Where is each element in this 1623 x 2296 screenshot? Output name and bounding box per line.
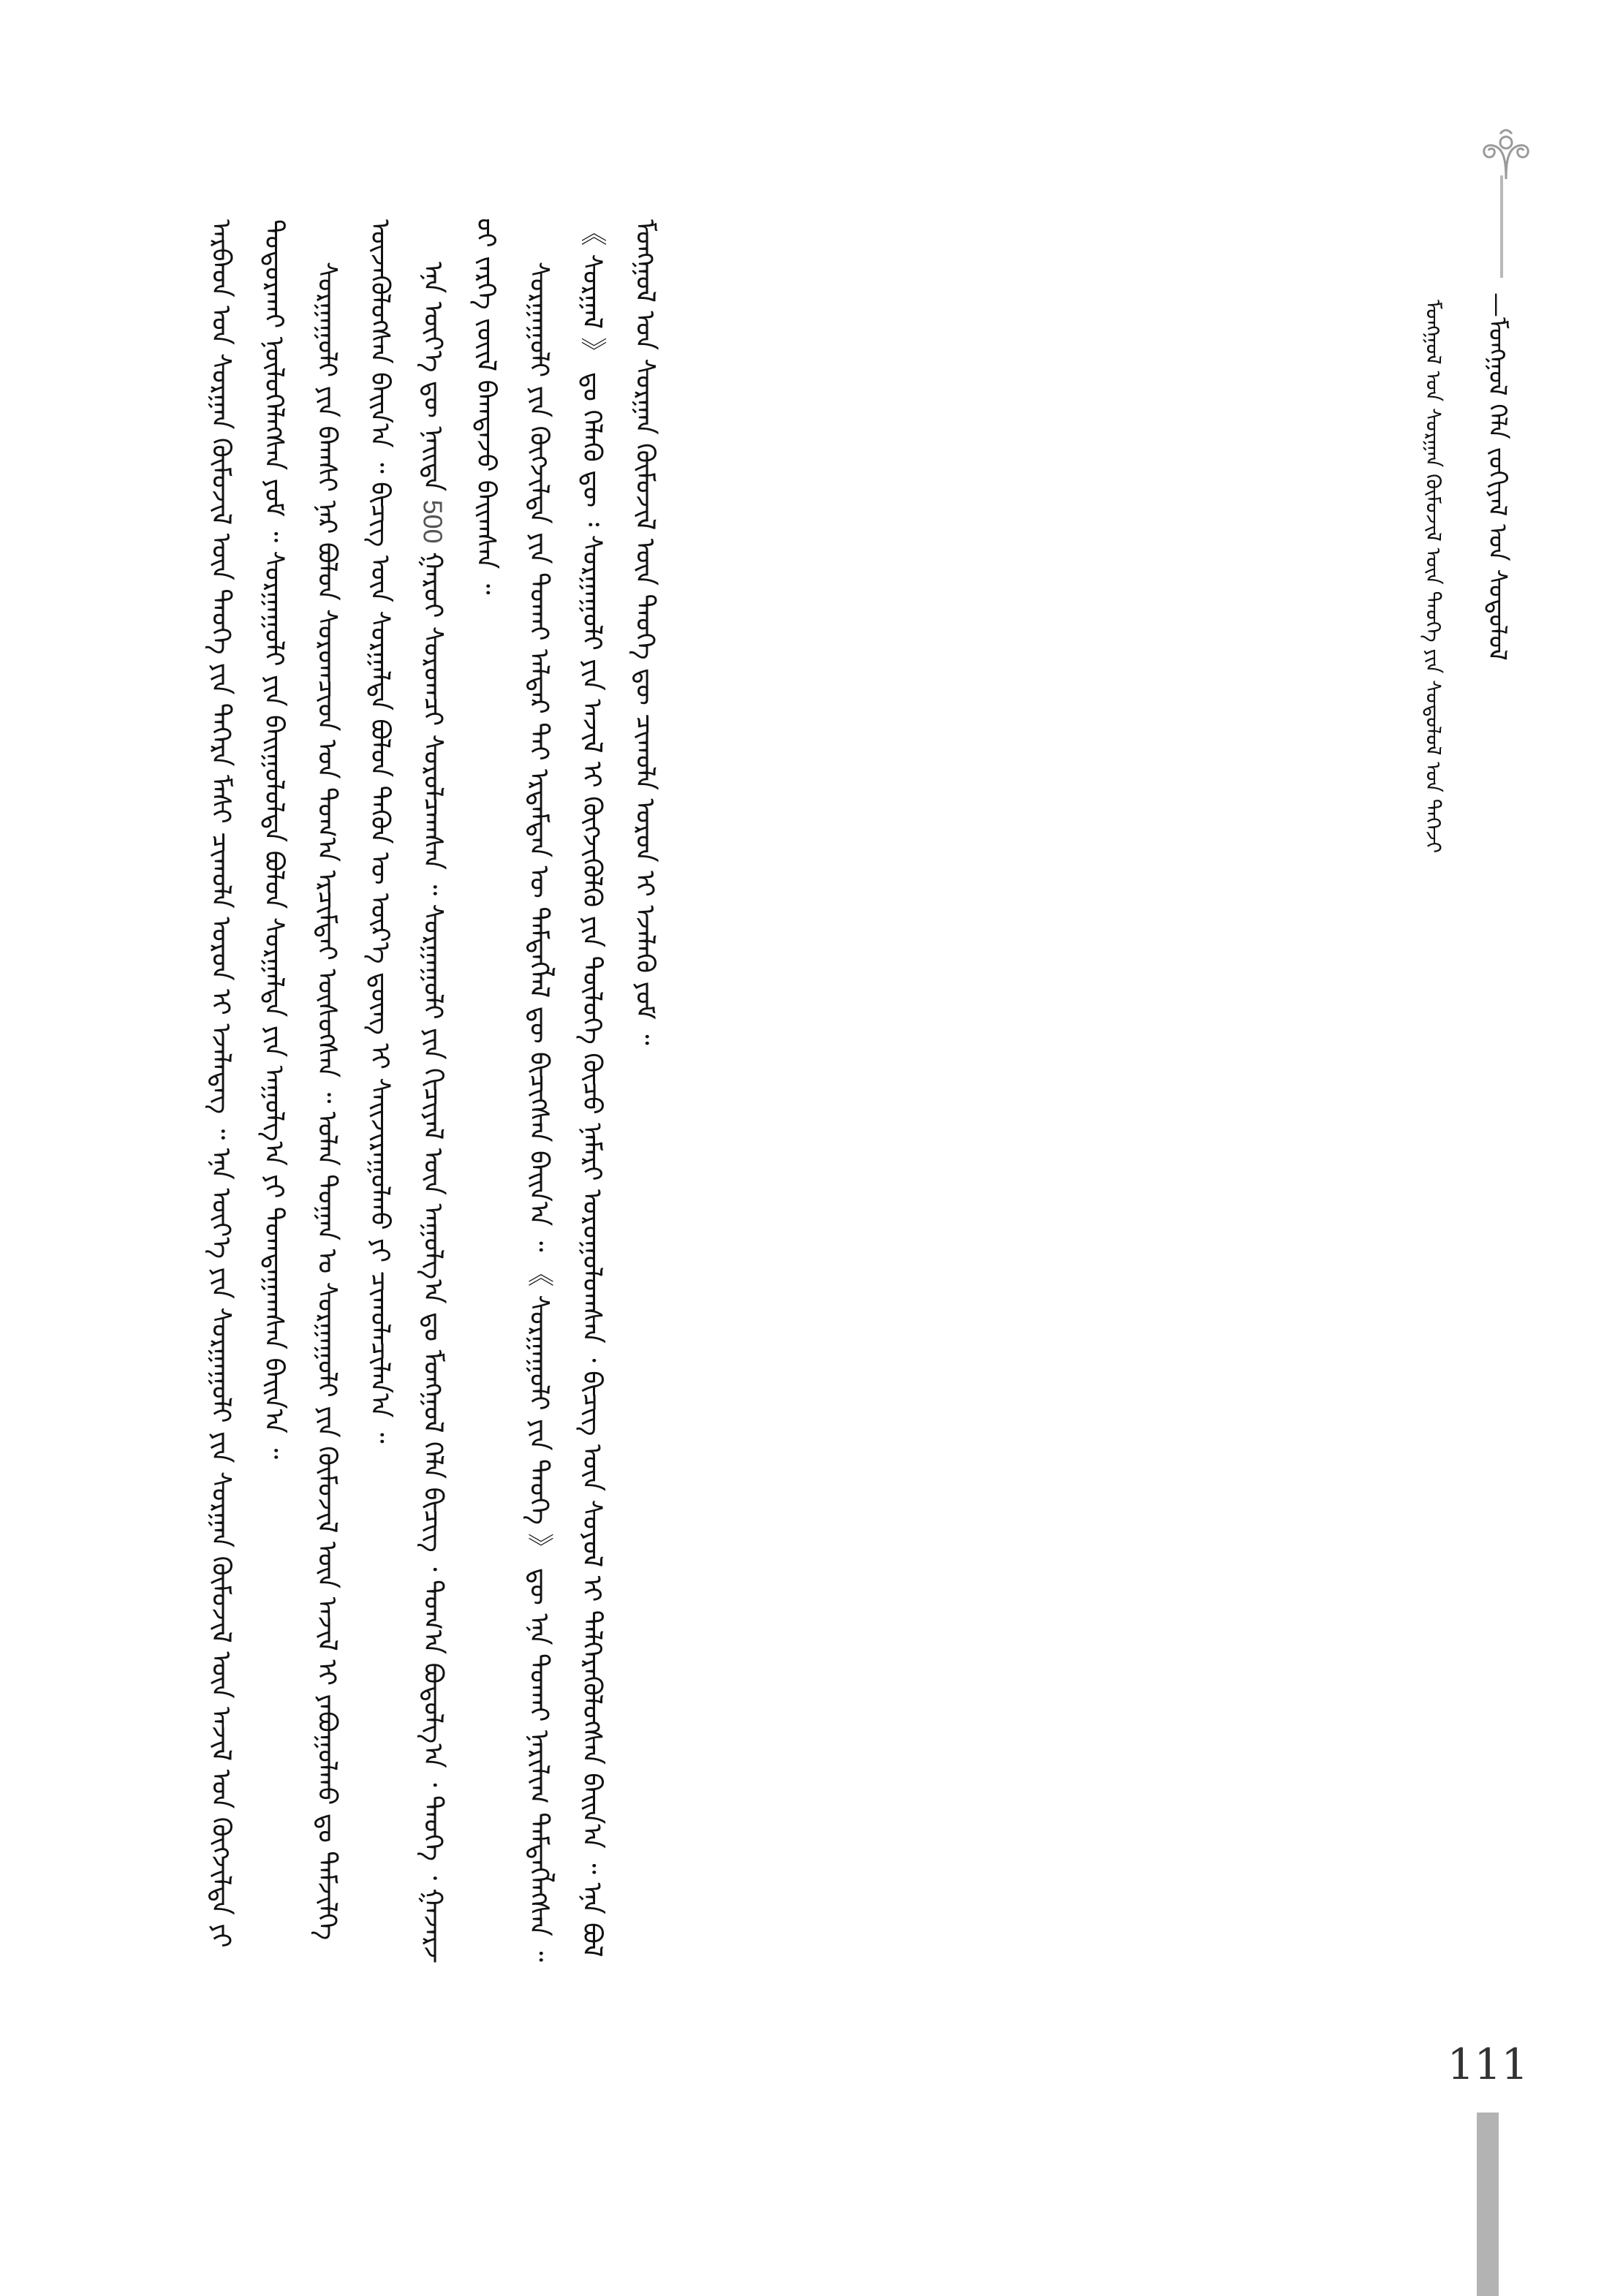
paragraph-text: ᠭᠠᠷᠤᠢ ᠰᠤᠷᠤᠭᠴᠢ ᠰᠤᠷᠤᠯᠴᠠᠭᠰᠠᠨ ᠃ ᠰᠤᠷᠭᠠᠭᠤᠯᠢ ᠶᠢᠨ ᠬᠢᠴᠢᠶᠡᠯ ᠦᠨ ᠠᠭᠤᠯᠭ᠎ᠠ ᠳᠤ ᠮᠣᠩᠭᠣᠯ ᠬᠡᠯᠡ ᠪᠢᠴᠢᠭ ᠂ ᠲᠣᠭ᠎ᠠ ᠪᠣᠳᠤᠯᠭ᠎ᠠ ᠂ ᠲᠡᠦᠬᠡ ᠂ ᠭᠠᠵᠠᠷᠵᠦᠢ ᠵᠡᠷᠭᠡ ᠵᠦᠢᠯ ᠪᠠᠭᠳᠠᠵᠤ ᠪᠠᠢᠭᠰᠠᠨ ᠃: [417, 219, 501, 1962]
paragraph: ᠰᠤᠷᠭᠠᠭᠤᠯᠢ ᠶᠢᠨ ᠪᠠᠭᠰᠢ ᠨᠠᠷ ᠪᠣᠯᠤᠨ ᠰᠤᠷᠤᠭᠴᠢᠳ ᠤᠨ ᠲᠣᠭ᠎ᠠ ᠡᠷᠴᠢᠮᠲᠡᠢ ᠥᠰᠦᠭᠰᠡᠨ ᠃ ᠣᠯᠠᠨ ᠲᠣᠭᠠᠨ ᠤ ᠰᠤᠷᠭᠠᠭᠤᠯᠢ ᠶᠢᠨ ᠬᠦᠮᠦᠵᠢᠯ ᠦᠨ ᠠᠵᠢᠯ ᠢ ᠶᠠᠪᠤᠭᠤᠯᠬᠤ ᠳᠤ ᠳᠡᠮᠵᠢᠯᠭᠡ ᠦᠵᠡᠭᠦᠯᠦᠭᠰᠡᠨ ᠪᠠᠢᠨ᠎ᠠ ᠃ ᠪᠢᠴᠢᠭ ᠦᠨ ᠰᠤᠷᠭᠠᠯᠲᠠ ᠪᠣᠯᠤᠨ ᠲᠡᠭᠦᠨ ᠦ ᠦᠷ᠎ᠡ ᠳ᠋ᠦᠩ ᠢ ᠰᠠᠢᠵᠢᠷᠠᠭᠤᠯᠬᠤ ᠶᠢ ᠴᠢᠬᠤᠯᠠᠴᠢᠯᠠᠨ᠎ᠠ ᠃: [311, 219, 395, 1940]
header-rule: [1500, 175, 1503, 278]
running-header: [1462, 292, 1512, 1023]
page-edge-tab: [1477, 2113, 1499, 2296]
paragraph: ᠰᠤᠷᠭᠠᠭᠤᠯᠢ ᠶᠢᠨ ᠬᠥᠭᠵᠢᠯᠲᠡ ᠶᠢᠨ ᠲᠤᠬᠠᠢ ᠠᠯᠳᠠᠷ ᠲᠠᠢ ᠡᠷᠳᠡᠮᠲᠡᠨ ᠦ ᠲᠡᠮᠳᠡᠭᠯᠡᠯ ᠳᠦ ᠪᠢᠴᠢᠭᠰᠡᠨ ᠪᠠᠢᠨ᠎ᠠ ᠃ 《 ᠰᠤᠷᠭᠠᠭᠤᠯᠢ ᠶᠢᠨ ᠲᠡᠦᠬᠡ 》 ᠳᠦ ᠡᠨᠡ ᠲᠤᠬᠠᠢ ᠨᠠᠷᠢᠯᠢᠭ ᠲᠡᠮᠳᠡᠭᠯᠡᠭᠰᠡᠨ ᠃ 《 ᠰᠤᠷᠭᠠᠯ 》 ᠳᠤ ᠬᠡᠯᠡᠬᠦ ᠳᠦ ᠄ ᠰᠤᠷᠭᠠᠭᠤᠯᠢ ᠶᠢᠨ ᠠᠵᠢᠯ ᠢ ᠬᠥᠭᠵᠢᠭᠦᠯᠬᠦ ᠶᠢᠨ ᠲᠥᠯᠦᠭᠡ ᠬᠦᠴᠦ ᠨᠡᠮᠡᠷᠢ ᠣᠷᠤᠭᠤᠯᠤᠭᠰᠠᠨ ᠂ ᠪᠢᠴᠢᠭ ᠦᠨ ᠰᠣᠶᠣᠯ ᠢ ᠳᠡᠯᠭᠡᠷᠡᠭᠦᠯᠦᠭᠰᠡᠨ ᠪᠠᠢᠨ᠎ᠠ ᠃ ᠡᠨᠡ ᠪᠣᠯ ᠮᠣᠩᠭᠣᠯ ᠤᠨ ᠰᠤᠷᠭᠠᠨ ᠬᠦᠮᠦᠵᠢᠯ ᠦᠨ ᠲᠡᠦᠬᠡ ᠳᠦ ᠴᠢᠬᠤᠯᠠ ᠣᠷᠣᠨ ᠢ ᠡᠵᠡᠯᠡᠬᠦ ᠶᠤᠮ ᠃: [523, 219, 660, 1962]
body-text: [194, 219, 1393, 1974]
paragraph: [406, 219, 512, 1974]
header-subtitle: ᠮᠣᠩᠭᠣᠯ ᠤᠨ ᠰᠤᠷᠭᠠᠨ ᠬᠦᠮᠦᠵᠢᠯ ᠦᠨ ᠲᠡᠦᠬᠡ ᠶᠢᠨ ᠰᠤᠳᠤᠯᠤᠯ ᠤᠨ ᠳᠡᠭᠡᠵᠢ: [1421, 300, 1445, 854]
page-number: 111: [1447, 2039, 1529, 2089]
paragraph-text: ᠡᠨᠡ ᠦᠶ᠎ᠡ ᠳᠦ ᠨᠡᠢᠲᠡ: [417, 261, 448, 500]
scroll-flourish-icon: [1469, 121, 1543, 186]
paragraph: ᠠᠷᠪᠠᠳ ᠤᠨ ᠰᠤᠷᠭᠠᠨ ᠬᠦᠮᠦᠵᠢᠯ ᠦᠨ ᠲᠡᠦᠬᠡ ᠶᠢᠨ ᠳᠡᠭᠡᠷᠡ ᠮᠠᠰᠢ ᠴᠢᠬᠤᠯᠠ ᠣᠷᠣᠨ ᠢ ᠡᠵᠡᠯᠡᠳᠡᠭ ᠃ ᠡᠨᠡ ᠦᠶ᠎ᠡ ᠶᠢᠨ ᠰᠤᠷᠭᠠᠭᠤᠯᠢ ᠶᠢᠨ ᠰᠤᠷᠭᠠᠨ ᠬᠦᠮᠦᠵᠢᠯ ᠦᠨ ᠠᠵᠢᠯ ᠤᠨ ᠬᠥᠭᠵᠢᠯᠲᠡ ᠶᠢ ᠲᠣᠳᠣᠷᠬᠠᠢ ᠨᠥᠯᠥᠭᠡᠯᠡᠭᠰᠡᠨ ᠶᠤᠮ ᠃ ᠰᠤᠷᠭᠠᠭᠤᠯᠢ ᠶᠢᠨ ᠪᠠᠢᠭᠤᠯᠤᠯᠲᠠ ᠪᠣᠯᠤᠨ ᠰᠤᠷᠭᠠᠯᠲᠠ ᠶᠢᠨ ᠠᠭᠤᠯᠭ᠎ᠠ ᠶᠢ ᠲᠣᠭᠲᠠᠭᠠᠭᠰᠠᠨ ᠪᠠᠢᠨ᠎ᠠ ᠃: [205, 219, 289, 1948]
header-title: ᠮᠣᠩᠭᠣᠯ ᠬᠡᠯᠡ ᠵᠣᠬᠢᠶᠠᠯ ᠤᠨ ᠰᠤᠳᠤᠯᠤᠯ: [1483, 317, 1512, 661]
numeral: 500: [417, 499, 448, 544]
header-dash: —: [1483, 292, 1512, 317]
